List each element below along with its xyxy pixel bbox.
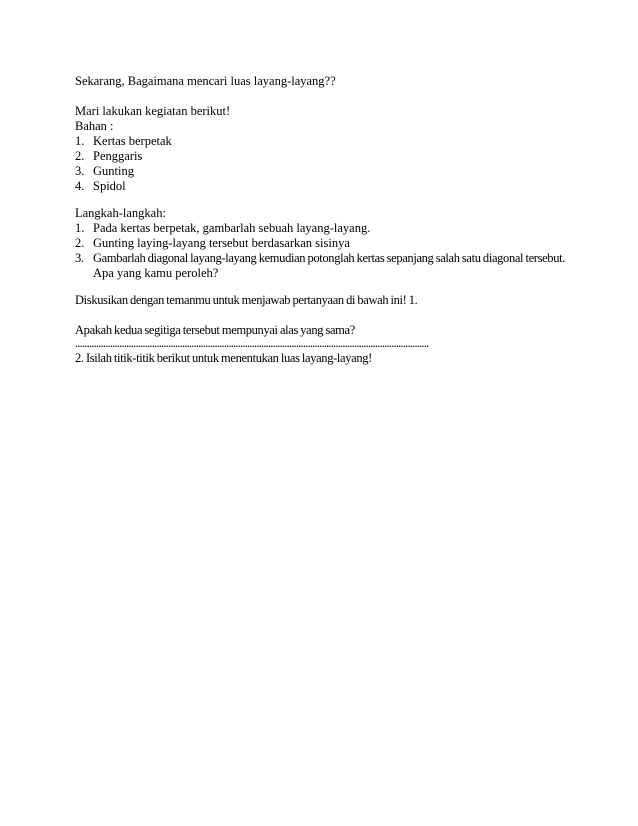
answer-line: ........................................................................................................................................................ xyxy=(75,336,429,350)
material-number: 3. xyxy=(75,164,85,178)
material-item xyxy=(75,179,126,194)
step-continuation: Apa yang kamu peroleh? xyxy=(93,266,219,280)
steps-heading: Langkah-langkah: xyxy=(75,206,166,220)
step-item xyxy=(75,236,350,251)
step-number: 3. xyxy=(75,251,84,265)
step-text: Gambarlah diagonal layang-layang kemudian potonglah kertas sepanjang salah satu diagonal tersebut. xyxy=(93,251,565,265)
discussion-instruction: Diskusikan dengan temanmu untuk menjawab pertanyaan di bawah ini! 1. xyxy=(75,293,418,307)
material-number: 2. xyxy=(75,149,85,163)
materials-heading: Bahan : xyxy=(75,119,114,133)
question-2: 2. Isilah titik-titik berikut untuk menentukan luas layang-layang! xyxy=(75,351,372,365)
activity-prompt: Mari lakukan kegiatan berikut! xyxy=(75,104,231,118)
material-text: Kertas berpetak xyxy=(93,134,172,148)
material-number: 1. xyxy=(75,134,85,148)
material-text: Spidol xyxy=(93,179,126,193)
step-item xyxy=(75,221,370,236)
material-text: Gunting xyxy=(93,164,134,178)
step-number: 2. xyxy=(75,236,85,250)
step-text: Pada kertas berpetak, gambarlah sebuah layang-layang. xyxy=(93,221,371,235)
question-1: Apakah kedua segitiga tersebut mempunyai alas yang sama? xyxy=(75,323,355,337)
intro-question: Sekarang, Bagaimana mencari luas layang-layang?? xyxy=(75,74,336,88)
step-number: 1. xyxy=(75,221,85,235)
material-item xyxy=(75,164,134,179)
step-item xyxy=(75,251,565,266)
material-item xyxy=(75,149,142,164)
material-number: 4. xyxy=(75,179,85,193)
material-text: Penggaris xyxy=(93,149,143,163)
material-item xyxy=(75,134,172,149)
step-text: Gunting laying-layang tersebut berdasarkan sisinya xyxy=(93,236,350,250)
